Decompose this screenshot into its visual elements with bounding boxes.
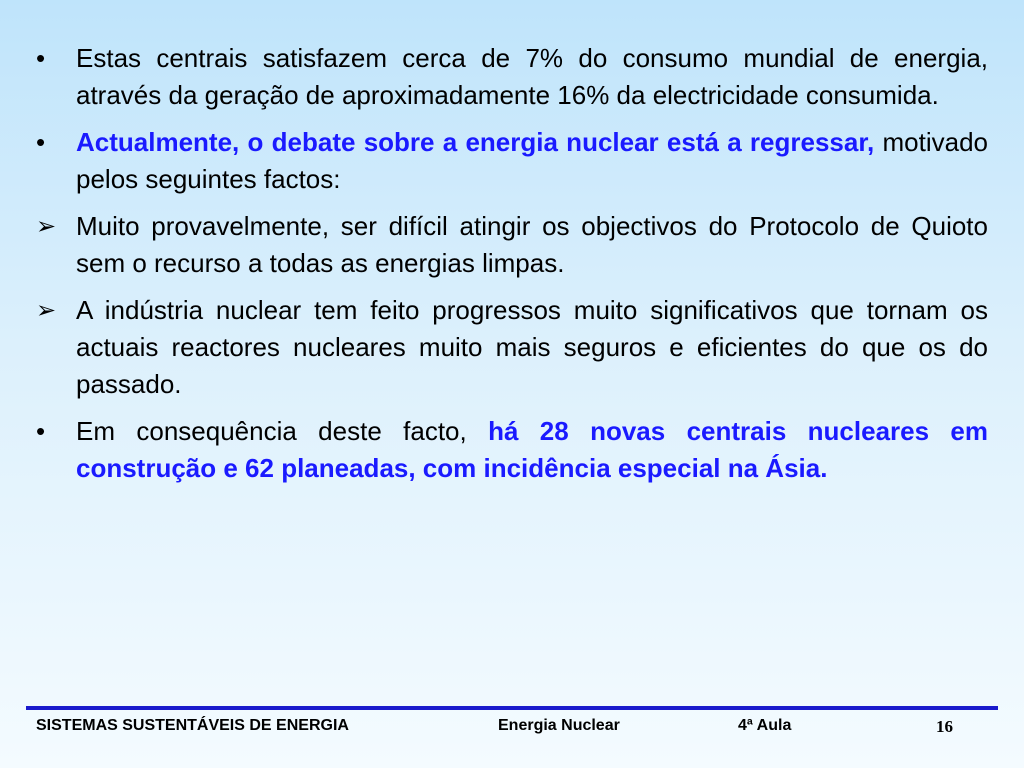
slide-footer xyxy=(36,717,966,741)
bullet-text xyxy=(76,124,988,198)
bullet-item xyxy=(36,40,988,114)
footer-divider xyxy=(26,706,998,710)
footer-page-number: 16 xyxy=(936,717,953,736)
bullet-text-highlight: há 28 novas centrais nucleares em construção e 62 planeadas, com incidência especial na Ásia. xyxy=(76,416,988,483)
footer-course-title: SISTEMAS SUSTENTÁVEIS DE ENERGIA xyxy=(36,717,349,734)
bullet-item xyxy=(36,292,988,403)
bullet-text-part: A indústria nuclear tem feito progressos muito significativos que tornam os actuais reactores nucleares muito mais seguros e eficientes do que os do passado. xyxy=(76,295,988,399)
bullet-dot-icon: • xyxy=(36,43,46,73)
footer-lesson: 4ª Aula xyxy=(738,717,792,734)
bullet-text xyxy=(76,40,988,114)
footer-topic: Energia Nuclear xyxy=(498,717,620,734)
bullet-text xyxy=(76,292,988,403)
arrow-bullet-icon: ➢ xyxy=(36,213,57,240)
bullet-item xyxy=(36,124,988,198)
bullet-text xyxy=(76,208,988,282)
bullet-text-highlight: Actualmente, o debate sobre a energia nuclear está a regressar, xyxy=(76,127,875,157)
arrow-bullet-icon: ➢ xyxy=(36,297,57,324)
bullet-text-part: Muito provavelmente, ser difícil atingir os objectivos do Protocolo de Quioto sem o recurso a todas as energias limpas. xyxy=(76,211,988,278)
slide-body xyxy=(36,40,988,497)
bullet-dot-icon: • xyxy=(36,416,46,446)
bullet-item xyxy=(36,413,988,487)
bullet-text-part: motivado pelos seguintes factos: xyxy=(76,127,988,194)
bullet-text xyxy=(76,413,988,487)
bullet-item xyxy=(36,208,988,282)
bullet-dot-icon: • xyxy=(36,127,46,157)
bullet-text-part: Em consequência deste facto, xyxy=(76,416,489,446)
bullet-text-part: Estas centrais satisfazem cerca de 7% do consumo mundial de energia, através da geração de aproximadamente 16% da electricidade consumida. xyxy=(76,43,988,110)
